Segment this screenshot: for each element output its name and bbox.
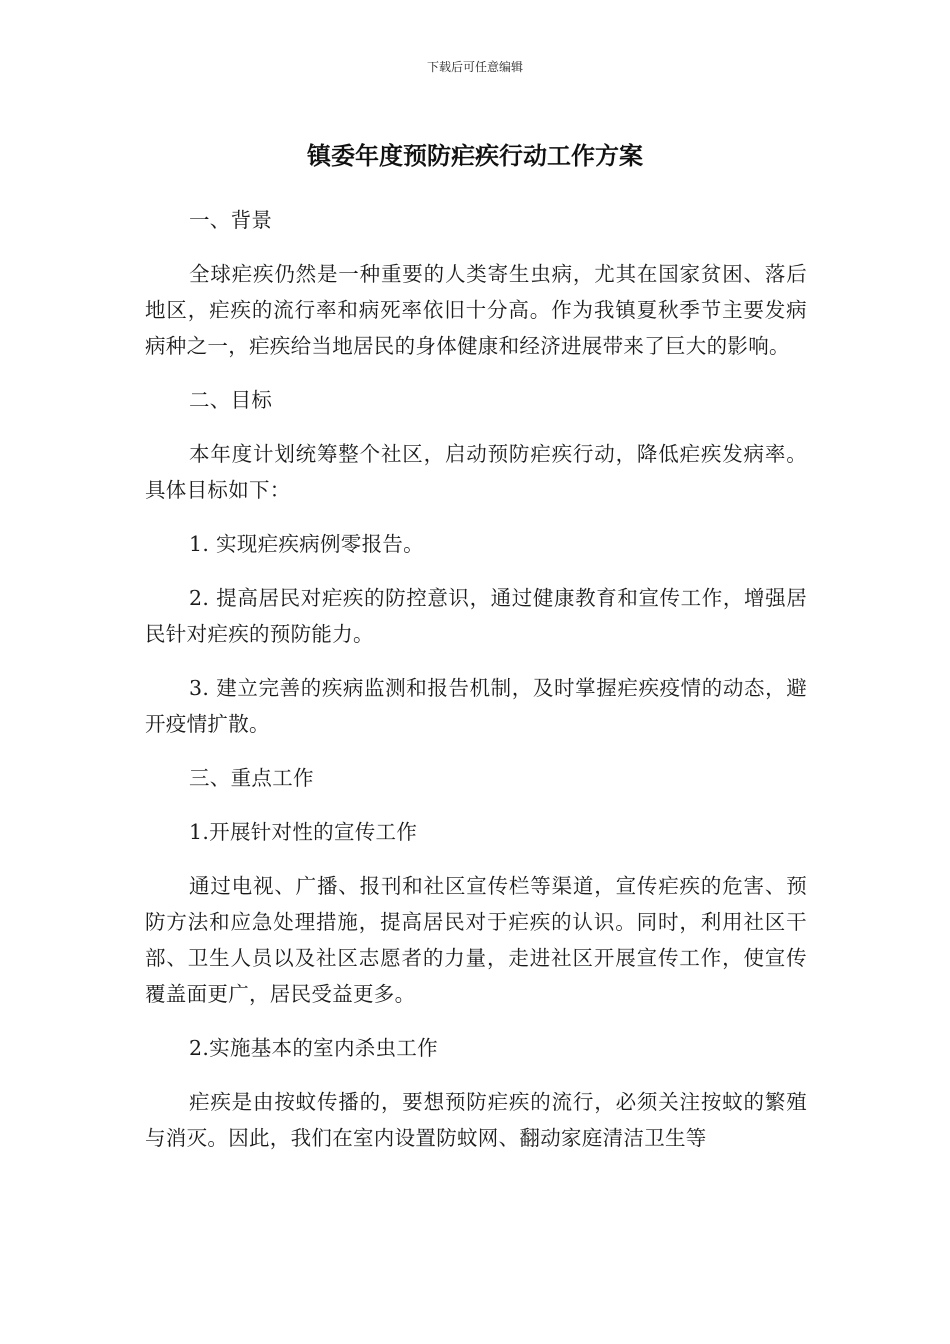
document-title: 镇委年度预防疟疾行动工作方案: [307, 142, 643, 170]
document-body: [145, 202, 807, 1156]
section-heading-goals: 二、目标: [189, 388, 273, 412]
paragraph-indoor-insecticide: 疟疾是由按蚊传播的，要想预防疟疾的流行，必须关注按蚊的繁殖与消灭。因此，我们在室内设置防蚊网、翻动家庭清洁卫生等: [145, 1090, 807, 1150]
goal-item-1: 1. 实现疟疾病例零报告。: [189, 532, 424, 556]
goal-item-3: 3. 建立完善的疾病监测和报告机制，及时掌握疟疾疫情的动态，避开疫情扩散。: [145, 676, 807, 736]
header-note: 下载后可任意编辑: [426, 60, 523, 74]
goal-item-2: 2. 提高居民对疟疾的防控意识，通过健康教育和宣传工作，增强居民针对疟疾的预防能力。: [145, 586, 807, 646]
section-heading-background: 一、背景: [189, 208, 273, 232]
subheading-publicity: 1.开展针对性的宣传工作: [189, 820, 418, 844]
section-heading-key-work: 三、重点工作: [189, 766, 314, 790]
paragraph-background: 全球疟疾仍然是一种重要的人类寄生虫病，尤其在国家贫困、落后地区，疟疾的流行率和病死率依旧十分高。作为我镇夏秋季节主要发病病种之一，疟疾给当地居民的身体健康和经济进展带来了巨大的影响。: [145, 262, 807, 358]
subheading-indoor-insecticide: 2.实施基本的室内杀虫工作: [189, 1036, 438, 1060]
paragraph-publicity: 通过电视、广播、报刊和社区宣传栏等渠道，宣传疟疾的危害、预防方法和应急处理措施，提高居民对于疟疾的认识。同时，利用社区干部、卫生人员以及社区志愿者的力量，走进社区开展宣传工作，使宣传覆盖面更广，居民受益更多。: [145, 874, 807, 1006]
paragraph-goals-intro: 本年度计划统筹整个社区，启动预防疟疾行动，降低疟疾发病率。具体目标如下：: [145, 442, 807, 502]
